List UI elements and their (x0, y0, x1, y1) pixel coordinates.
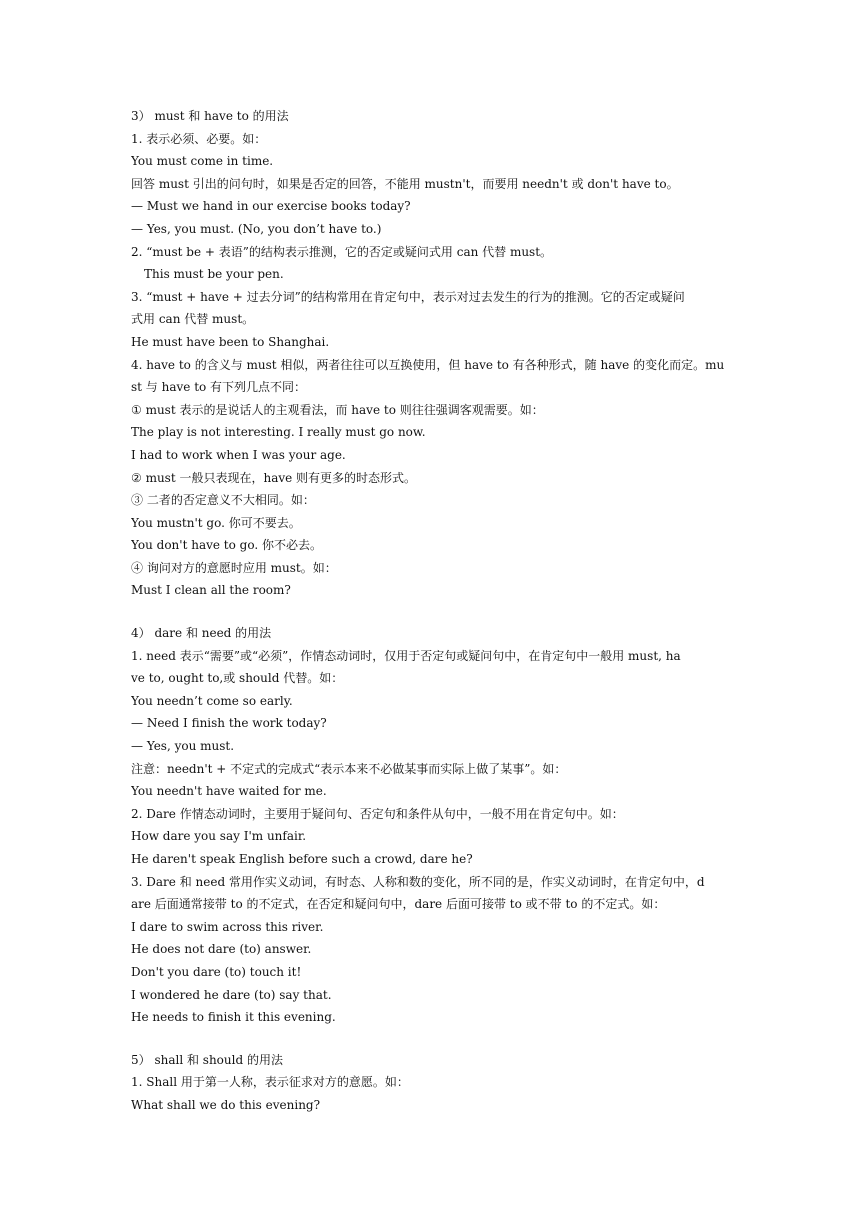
text-line: ④ 询问对方的意愿时应用 must。如： (131, 560, 337, 575)
text-line: 1. Shall 用于第一人称，表示征求对方的意愿。如： (131, 1075, 409, 1090)
example-sentence: The play is not interesting. I really must go now. (131, 425, 426, 440)
text-line: 3. Dare 和 need 常用作实义动词，有时态、人称和数的变化，所不同的是，作实义动词时，在肯定句中，d (131, 874, 705, 889)
example-sentence: I dare to swim across this river. (131, 919, 324, 934)
text-line: ve to, ought to,或 should 代替。如： (131, 671, 344, 686)
example-sentence: — Yes, you must. (131, 739, 235, 754)
blank-line (131, 602, 731, 622)
example-sentence: You needn't have waited for me. (131, 784, 327, 799)
example-sentence: I wondered he dare (to) say that. (131, 987, 332, 1002)
text-line: ③ 二者的否定意义不大相同。如： (131, 493, 315, 508)
example-sentence: You needn’t come so early. (131, 693, 293, 708)
text-line: 2. Dare 作情态动词时，主要用于疑问句、否定句和条件从句中，一般不用在肯定句中。如： (131, 806, 624, 821)
example-sentence: You don't have to go. 你不必去。 (131, 538, 322, 553)
example-sentence: Don't you dare (to) touch it! (131, 964, 302, 979)
text-line: st 与 have to 有下列几点不同： (131, 380, 307, 395)
example-sentence: He needs to finish it this evening. (131, 1010, 336, 1025)
text-line: 4. have to 的含义与 must 相似，两者往往可以互换使用，但 have to 有各种形式，随 have 的变化而定。mu (131, 357, 725, 372)
text-line: are 后面通常接带 to 的不定式，在否定和疑问句中，dare 后面可接带 to 或不带 to 的不定式。如： (131, 897, 666, 912)
example-sentence: He does not dare (to) answer. (131, 942, 312, 957)
text-line: ① must 表示的是说话人的主观看法，而 have to 则往往强调客观需要。如： (131, 402, 544, 417)
example-sentence: Must I clean all the room? (131, 583, 291, 598)
text-line: 回答 must 引出的问句时，如果是否定的回答，不能用 mustn't，而要用 needn't 或 don't have to。 (131, 176, 679, 191)
text-line: 1. 表示必须、必要。如： (131, 131, 267, 146)
text-line: 式用 can 代替 must。 (131, 312, 255, 327)
section-heading: 4） dare 和 need 的用法 (131, 626, 272, 641)
example-sentence: You mustn't go. 你可不要去。 (131, 515, 301, 530)
text-line: 2. “must be + 表语”的结构表示推测，它的否定或疑问式用 can 代替 must。 (131, 244, 553, 259)
section-heading: 5） shall 和 should 的用法 (131, 1052, 283, 1067)
example-sentence: — Must we hand in our exercise books today? (131, 199, 411, 214)
text-line: 注意：needn't + 不定式的完成式“表示本来不必做某事而实际上做了某事”。如： (131, 761, 567, 776)
example-sentence: He daren't speak English before such a crowd, dare he? (131, 852, 473, 866)
text-line: ② must 一般只表现在，have 则有更多的时态形式。 (131, 470, 417, 485)
example-sentence: What shall we do this evening? (131, 1097, 321, 1112)
blank-line (131, 1029, 731, 1049)
example-sentence: You must come in time. (131, 154, 274, 169)
example-sentence: — Yes, you must. (No, you don’t have to.) (131, 221, 382, 236)
text-line: 3. “must + have + 过去分词”的结构常用在肯定句中，表示对过去发生的行为的推测。它的否定或疑问 (131, 289, 685, 304)
example-sentence: He must have been to Shanghai. (131, 334, 330, 349)
example-sentence: — Need I finish the work today? (131, 716, 327, 731)
example-sentence: This must be your pen. (144, 267, 284, 282)
section-heading: 3） must 和 have to 的用法 (131, 109, 289, 123)
text-line: 1. need 表示“需要”或“必须”，作情态动词时，仅用于否定句或疑问句中，在肯定句中一般用 must, ha (131, 648, 681, 663)
example-sentence: How dare you say I'm unfair. (131, 829, 307, 844)
document-page (131, 105, 731, 1117)
example-sentence: I had to work when I was your age. (131, 447, 346, 462)
